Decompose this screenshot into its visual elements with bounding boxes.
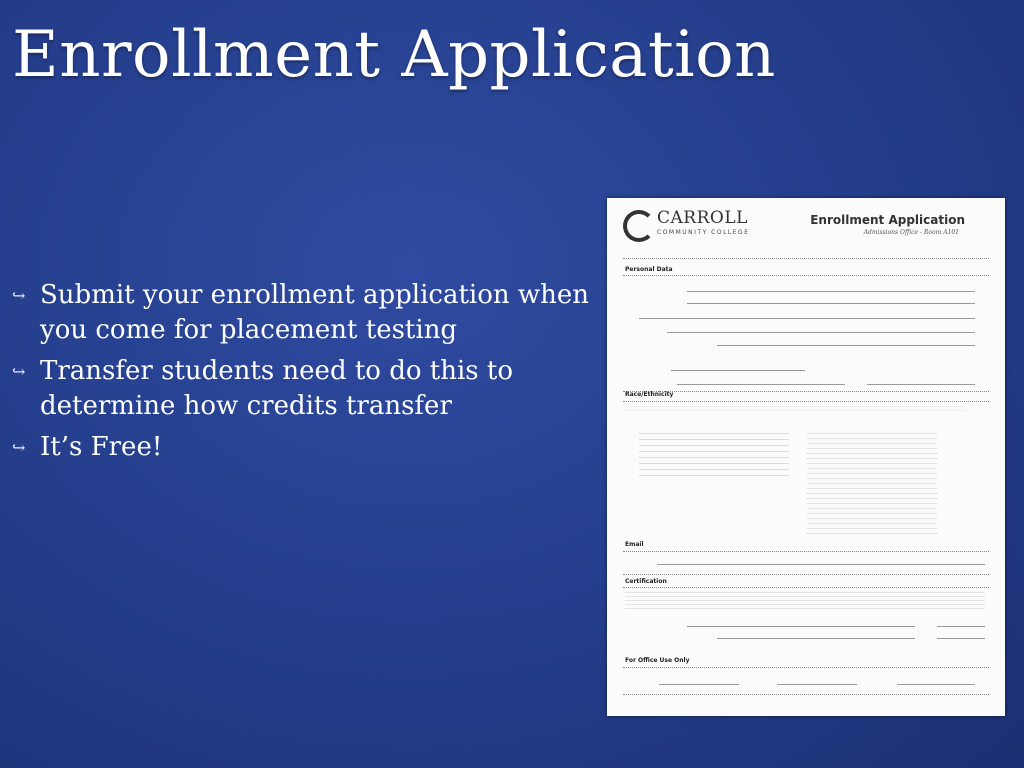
divider [623,694,989,695]
form-field-line [687,303,975,304]
bullet-text: Submit your enrollment application when you come for placement testing [40,280,590,345]
race-intro-text [625,406,965,414]
college-logo [623,206,753,248]
section-certification: Certification [625,578,667,585]
section-email: Email [625,541,644,548]
bullet-item [12,278,602,348]
form-field-line [639,318,975,319]
signature-line [717,638,915,639]
divider [623,551,989,552]
form-field-line [657,564,985,565]
bullet-text: It’s Free! [40,432,163,462]
certification-text [625,592,985,610]
race-options [639,433,789,478]
slide-title: Enrollment Application [12,18,776,92]
logo-mark-icon [623,210,655,242]
form-field-line [659,684,739,685]
hook-arrow-icon: ↪ [12,286,26,305]
date-line [937,626,985,627]
hook-arrow-icon: ↪ [12,438,26,457]
divider [623,275,989,276]
form-field-line [687,291,975,292]
divider [623,574,989,575]
bullet-item [12,354,602,424]
divider [623,258,989,259]
logo-subtitle: COMMUNITY COLLEGE [657,229,750,236]
form-title: Enrollment Application [810,213,965,227]
form-office: Admissions Office - Room A101 [863,229,959,236]
section-personal-data: Personal Data [625,266,673,273]
divider [623,667,989,668]
race-definitions [807,433,937,538]
divider [623,391,989,392]
bullet-item [12,430,602,465]
form-field-line [717,345,975,346]
logo-name: CARROLL [657,208,748,228]
signature-line [687,626,915,627]
divider [623,401,989,402]
bullet-text: Transfer students need to do this to determine how credits transfer [40,356,514,421]
form-field-line [897,684,975,685]
date-line [937,638,985,639]
divider [623,587,989,588]
form-field-line [671,370,805,371]
form-field-line [667,332,975,333]
hook-arrow-icon: ↪ [12,362,26,381]
section-race-ethnicity: Race/Ethnicity [625,391,674,398]
form-field-line [867,384,975,385]
form-field-line [777,684,857,685]
enrollment-form-image [607,198,1005,716]
section-office-use: For Office Use Only [625,657,690,664]
form-field-line [677,384,845,385]
bullet-list [12,278,602,471]
